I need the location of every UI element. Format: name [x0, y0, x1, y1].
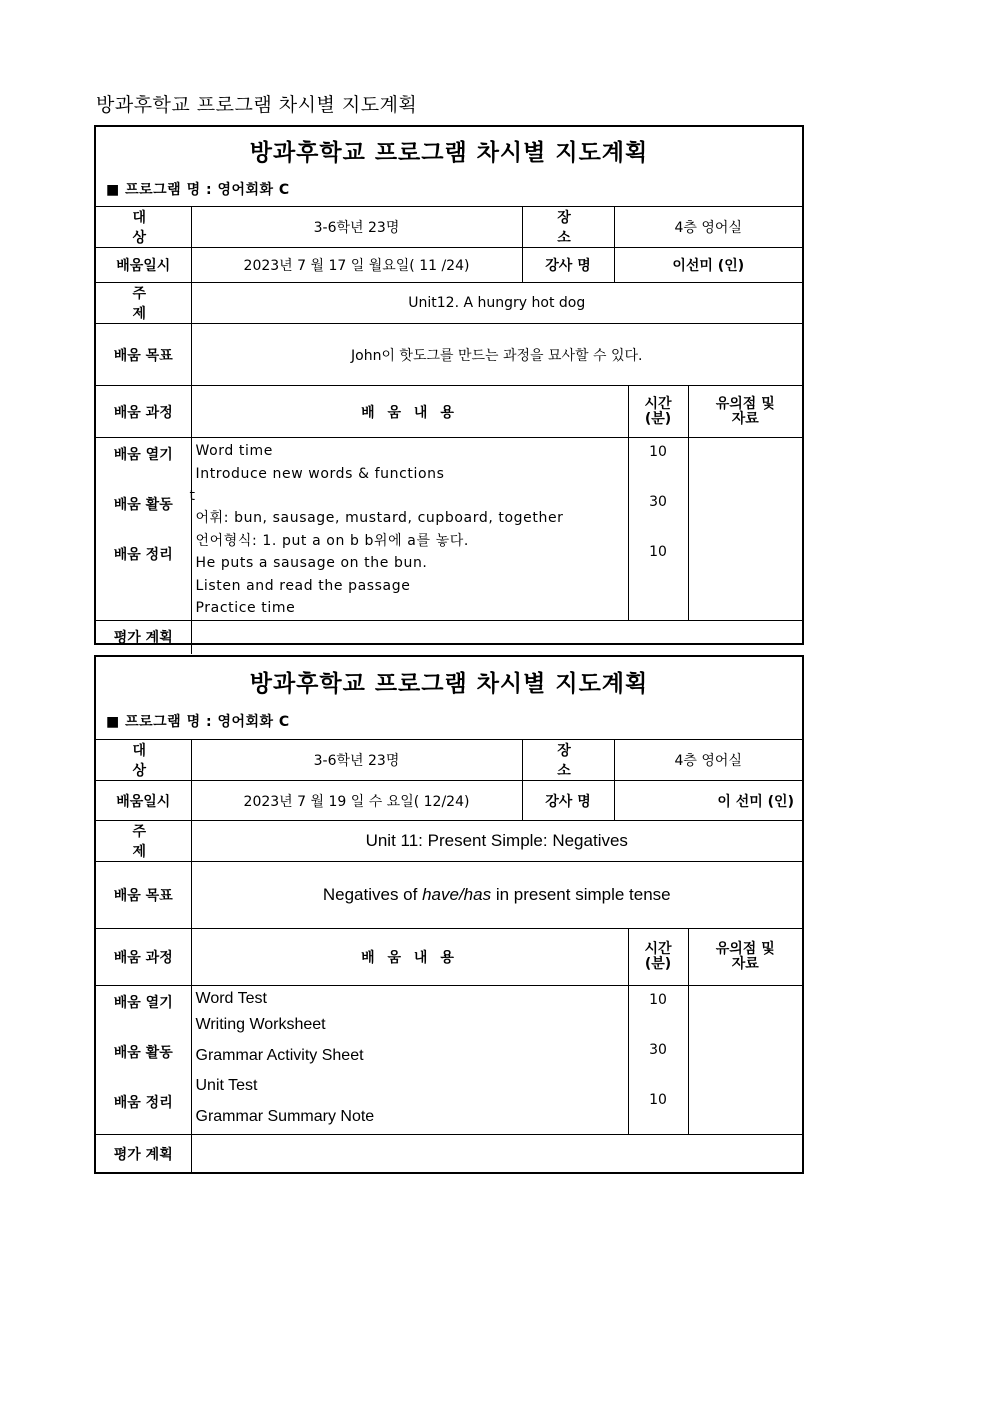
- goal-text-italic: have/has: [422, 885, 492, 904]
- content-header: 배 움 내 용: [191, 386, 628, 438]
- teacher-label: 강사 명: [522, 781, 614, 821]
- content-line: Listen and read the passage: [195, 577, 411, 594]
- evaluation-value: [191, 620, 802, 654]
- program-name: ■ 프로그램 명 : 영어회화 C: [106, 182, 290, 198]
- content-list: [191, 438, 628, 621]
- time-open: 10: [649, 444, 667, 460]
- place-label: 장 소: [522, 740, 614, 781]
- notes-header-line-2: 자료: [731, 410, 759, 427]
- document-title: 방과후학교 프로그램 차시별 지도계획: [96, 94, 418, 116]
- content-line: Word time: [195, 443, 273, 459]
- time-header-line-2: (분): [644, 410, 672, 427]
- time-header-line-2: (분): [644, 956, 672, 972]
- content-header: 배 움 내 용: [191, 929, 628, 986]
- notes-header: [688, 929, 802, 986]
- topic-value: Unit12. A hungry hot dog: [191, 283, 802, 324]
- content-line: 언어형식: 1. put a on b b위에 a를 놓다.: [195, 532, 469, 549]
- teacher-value: 이 선미 (인): [614, 781, 802, 821]
- notes-header-line-2: 자료: [731, 956, 759, 972]
- place-value: 4층 영어실: [614, 740, 802, 781]
- content-line: Writing Worksheet: [195, 1016, 326, 1033]
- plan-table: [96, 207, 802, 654]
- process-label: 배움 과정: [96, 929, 191, 986]
- goal-text-after: in present simple tense: [491, 885, 671, 904]
- stage-open: 배움 열기: [113, 995, 173, 1011]
- content-line: Grammar Activity Sheet: [195, 1046, 364, 1064]
- target-value: 3-6학년 23명: [191, 740, 522, 781]
- time-activity: 30: [649, 1042, 667, 1058]
- evaluation-label: 평가 계획: [96, 1135, 191, 1174]
- target-value: 3-6학년 23명: [191, 207, 522, 248]
- process-stages: [96, 438, 191, 621]
- topic-value: Unit 11: Present Simple: Negatives: [191, 821, 802, 862]
- topic-label: 주 제: [96, 283, 191, 324]
- plan-title: 방과후학교 프로그램 차시별 지도계획: [249, 671, 649, 697]
- teacher-value: 이선미 (인): [614, 248, 802, 283]
- goal-label: 배움 목표: [96, 862, 191, 929]
- lesson-plan-1: [94, 125, 804, 645]
- content-line: Introduce new words & functions: [195, 465, 445, 482]
- notes-cell: [688, 986, 802, 1135]
- time-activity: 30: [649, 494, 667, 510]
- lesson-plan-2: [94, 655, 804, 1174]
- time-wrapup: 10: [649, 1092, 667, 1108]
- goal-value: John이 핫도그를 만드는 과정을 묘사할 수 있다.: [191, 324, 802, 386]
- date-label: 배움일시: [96, 248, 191, 283]
- content-list: [191, 986, 628, 1135]
- notes-cell: [688, 438, 802, 621]
- notes-header-line-1: 유의점 및: [715, 395, 775, 412]
- time-column: [628, 986, 688, 1135]
- stage-activity: 배움 활동: [113, 1045, 173, 1061]
- content-line: Unit Test: [195, 1077, 258, 1095]
- time-header: [628, 386, 688, 438]
- plan-table: [96, 740, 802, 1174]
- content-line: He puts a sausage on the bun.: [195, 555, 428, 571]
- program-name: ■ 프로그램 명 : 영어회화 C: [106, 714, 290, 730]
- stage-wrapup: 배움 정리: [113, 1095, 173, 1111]
- date-value: 2023년 7 월 17 일 월요일( 11 /24): [191, 248, 522, 283]
- stage-wrapup: 배움 정리: [113, 547, 173, 563]
- time-header-line-1: 시간: [644, 941, 672, 957]
- process-label: 배움 과정: [96, 386, 191, 438]
- content-line: Word Test: [195, 990, 267, 1007]
- time-wrapup: 10: [649, 544, 667, 560]
- notes-header-line-1: 유의점 및: [715, 941, 775, 957]
- content-line: 어휘: bun, sausage, mustard, cupboard, together: [195, 510, 564, 526]
- evaluation-label: 평가 계획: [96, 620, 191, 654]
- content-line: Grammar Summary Note: [195, 1107, 375, 1125]
- content-line: t: [189, 488, 196, 504]
- time-header-line-1: 시간: [644, 395, 672, 412]
- plan-header: [96, 657, 802, 740]
- stage-open: 배움 열기: [113, 447, 173, 463]
- content-line: Practice time: [195, 600, 296, 616]
- date-label: 배움일시: [96, 781, 191, 821]
- time-header: [628, 929, 688, 986]
- evaluation-value: [191, 1135, 802, 1174]
- topic-label: 주 제: [96, 821, 191, 862]
- goal-text-before: Negatives of: [322, 885, 423, 904]
- plan-header: [96, 127, 802, 207]
- process-stages: [96, 986, 191, 1135]
- teacher-label: 강사 명: [522, 248, 614, 283]
- plan-title: 방과후학교 프로그램 차시별 지도계획: [249, 140, 649, 166]
- goal-value: [191, 862, 802, 929]
- notes-header: [688, 386, 802, 438]
- goal-label: 배움 목표: [96, 324, 191, 386]
- target-label: 대 상: [96, 207, 191, 248]
- time-open: 10: [649, 992, 667, 1008]
- place-value: 4층 영어실: [614, 207, 802, 248]
- place-label: 장 소: [522, 207, 614, 248]
- target-label: 대 상: [96, 740, 191, 781]
- time-column: [628, 438, 688, 621]
- date-value: 2023년 7 월 19 일 수 요일( 12/24): [191, 781, 522, 821]
- stage-activity: 배움 활동: [113, 497, 173, 513]
